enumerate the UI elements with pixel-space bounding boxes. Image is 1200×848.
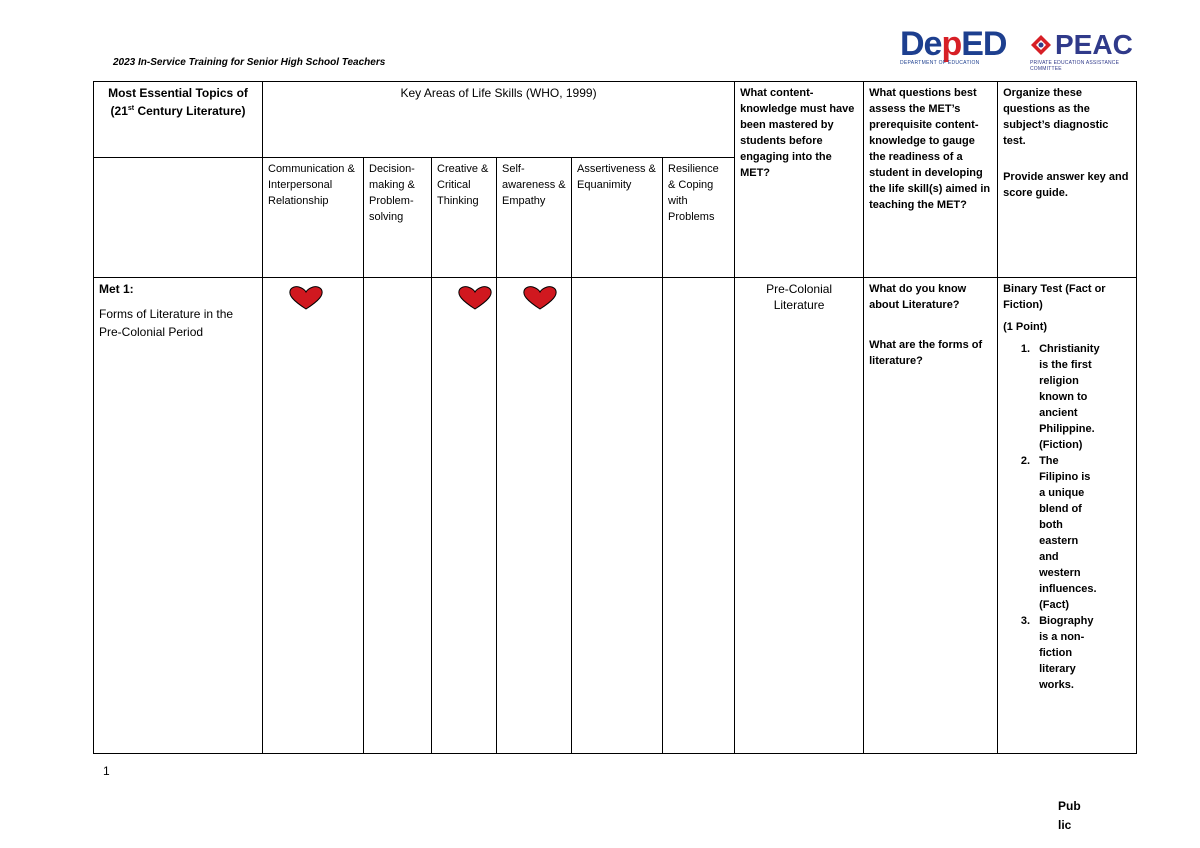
organize-header-line-1: Organize these questions as the subject’s diagnostic test. [1003,87,1109,147]
skill-header-creative-thinking: Creative & Critical Thinking [432,158,497,278]
met-table [93,81,1137,754]
classification-label: Pub lic [1058,799,1081,832]
test-item-2: 2. The Filipino is a unique blend of both eastern and western influences. (Fact) [1033,453,1097,613]
peac-logo-text: PEAC [1055,29,1133,60]
skill-cell-resilience [663,278,735,754]
deped-logo-subtitle: DEPARTMENT OF EDUCATION [900,60,980,66]
skill-header-resilience: Resilience & Coping with Problems [663,158,735,278]
met-title: Forms of Literature in the Pre-Colonial Period [99,307,234,339]
deped-logo-text-2: p [941,25,962,63]
heart-icon [522,285,558,311]
test-items-list [1003,341,1131,693]
peac-logo [1030,30,1150,76]
heart-icon [457,285,493,311]
test-item-3: 3. Biography is a non-fiction literary works. [1033,613,1097,693]
skill-header-decision-making: Decision-making & Problem-solving [364,158,432,278]
heart-icon [288,285,324,311]
skill-cell-assertiveness [572,278,663,754]
skill-cell-decision-making [364,278,432,754]
deped-logo [900,25,1007,76]
peac-logo-subtitle: PRIVATE EDUCATION ASSISTANCE COMMITTEE [1030,60,1120,72]
content-knowledge-header: What content-knowledge must have been mastered by students before engaging into the MET? [735,82,864,278]
skill-header-assertiveness: Assertiveness & Equanimity [572,158,663,278]
met-1-cell [94,278,263,754]
questions-cell [864,278,998,754]
test-item-1: 1. Christianity is the first religion known to ancient Philippine. (Fiction) [1033,341,1097,453]
test-type: Binary Test (Fact or Fiction) [1003,283,1106,311]
life-skills-header: Key Areas of Life Skills (WHO, 1999) [263,82,735,158]
organize-header [998,82,1137,278]
skill-cell-creative-thinking [432,278,497,754]
questions-header: What questions best assess the MET’s prerequisite content-knowledge to gauge the readiness of a student in developing the life skill(s) aimed in teaching the MET? [864,82,998,278]
deped-logo-text-1: De [900,25,942,63]
met-label: Met 1: [99,282,134,296]
question-1: What do you know about Literature? [869,283,967,311]
skill-cell-communication [263,278,364,754]
peac-emblem-icon [1030,34,1052,56]
skill-header-self-awareness: Self-awareness & Empathy [497,158,572,278]
met-column-header: Most Essential Topics of (21st Century Literature) [94,82,263,158]
empty-header-cell [94,158,263,278]
diagnostic-test-cell [998,278,1137,754]
skill-header-communication: Communication & Interpersonal Relationship [263,158,364,278]
content-knowledge-cell: Pre-Colonial Literature [735,278,864,754]
deped-logo-text-3: ED [961,25,1007,63]
question-2: What are the forms of literature? [869,339,983,367]
organize-header-line-2: Provide answer key and score guide. [1003,171,1129,199]
test-points: (1 Point) [1003,321,1048,333]
skill-cell-self-awareness [497,278,572,754]
document-header-title: 2023 In-Service Training for Senior High School Teachers [113,57,386,68]
page-number: 1 [103,764,110,778]
